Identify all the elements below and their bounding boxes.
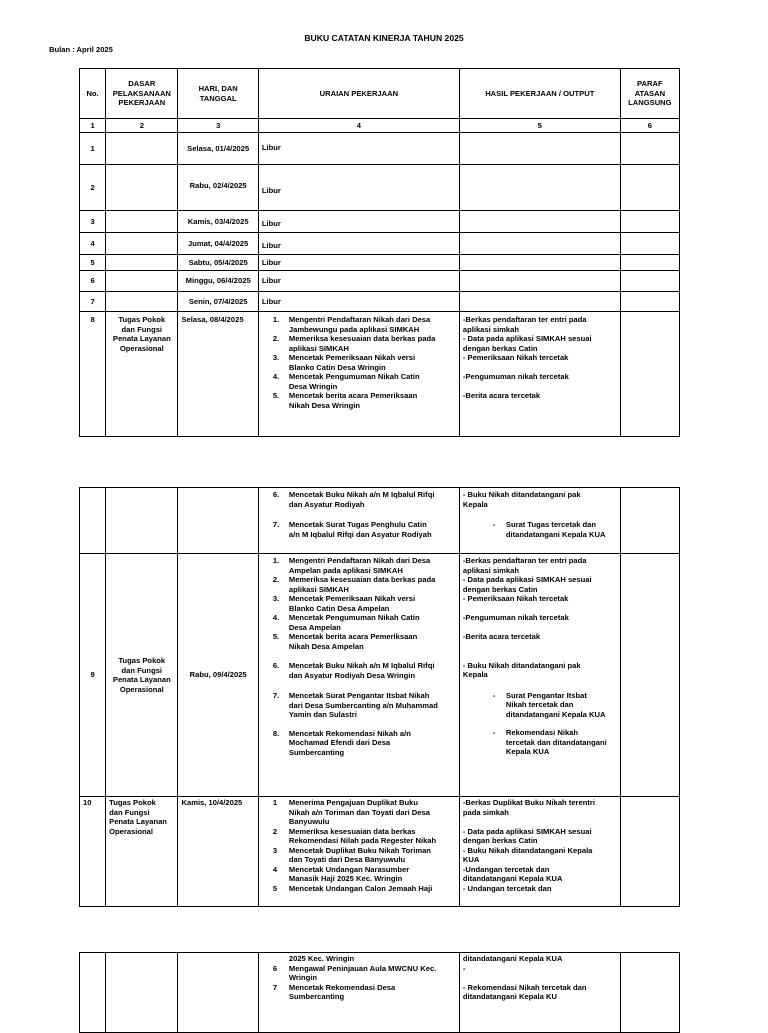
header-no: No. [80,69,106,119]
list-item: 6 Mengawal Peninjauan Aula MWCNU Kec. [272,963,437,973]
hasil-cell [459,133,620,165]
list-item: 1. Mengentri Pendaftaran Nikah dari Desa Ampelan pada aplikasi SIMKAH [272,556,431,575]
list-item: 2025 Kec. Wringin [288,954,355,963]
table-row [80,133,680,165]
document-title: BUKU CATATAN KINERJA TAHUN 2025 [304,33,464,43]
list-item: 4 Mencetak Undangan Narasumber Manasik Haji 2025 Kec. Wringin [272,864,410,883]
hasil-cell: -Berkas pendaftaran ter entri pada aplikasi simkah - Data pada aplikasi SIMKAH sesuai dengan berkas Catin - Pemeriksaan Nikah tercetak -Pengumuman nikah tercetak -Berita acara tercetak - Buku Nikah ditandatangani pak Kepala - Surat Pengantar Itsbat Nikah tercetak dan ditandatangani Kepala KUA - Rekomendasi Nikah tercetak dan ditandatangani Kepala KUA [459,554,620,797]
kinerja-table-page-3 [79,952,680,1033]
uraian-cell: Libur [258,271,459,292]
list-item: 4. Mencetak Pengumuman Nikah Catin Desa Wringin [272,372,420,391]
list-item: 5 Mencetak Undangan Calon Jemaah Haji [272,883,433,893]
table-row [80,554,680,797]
table-row [80,211,680,233]
dasar-cell [106,488,178,554]
list-item: 3. Mencetak Pemeriksaan Nikah versi Blanko Catin Desa Ampelan [272,594,416,613]
colnum: 5 [459,119,620,133]
list-item: 2. Memeriksa kesesuaian data berkas pada aplikasi SIMKAH [272,334,436,353]
colnum: 2 [106,119,178,133]
row-number: 2 [80,165,106,211]
hasil-cell: -Berkas Duplikat Buku Nikah terentri pada simkah - Data pada aplikasi SIMKAH sesuai dengan berkas Catin - Buku Nikah ditandatangani Kepala KUA -Undangan tercetak dan ditandatangani Kepala KUA - Undangan tercetak dan [459,797,620,907]
table-row [80,312,680,437]
colnum: 3 [178,119,258,133]
paraf-cell [620,255,679,271]
dasar-cell [106,165,178,211]
paraf-cell [620,133,679,165]
date-cell: Senin, 07/4/2025 [178,292,258,312]
date-cell: Sabtu, 05/4/2025 [178,255,258,271]
paraf-cell [620,312,679,437]
row-number: 10 [80,797,106,907]
date-cell [178,953,258,1033]
list-item: 2. Memeriksa kesesuaian data berkas pada aplikasi SIMKAH [272,575,436,594]
dasar-cell: Tugas Pokok dan Fungsi Penata Layanan Operasional [106,312,178,437]
hasil-cell [459,233,620,255]
month-label: Bulan : April 2025 [49,45,113,54]
uraian-cell: Libur [258,233,459,255]
paraf-cell [620,953,679,1033]
list-item: 5. Mencetak berita acara Pemeriksaan Nikah Desa Wringin [272,391,418,410]
table-row [80,953,680,1033]
header-hari: HARI, DAN TANGGAL [178,69,258,119]
list-item: 8. Mencetak Rekomendasi Nikah a/n Mochamad Efendi dari Desa Sumbercanting [272,728,411,757]
dasar-cell [106,211,178,233]
uraian-cell [258,797,459,907]
table-row [80,255,680,271]
uraian-cell: Libur [258,165,459,211]
paraf-cell [620,488,679,554]
dasar-cell [106,233,178,255]
paraf-cell [620,797,679,907]
kinerja-table-page-1 [79,68,680,437]
row-number: 5 [80,255,106,271]
dasar-cell [106,292,178,312]
paraf-cell [620,292,679,312]
date-cell: Rabu, 09/4/2025 [178,554,258,797]
dasar-cell: Tugas Pokok dan Fungsi Penata Layanan Operasional [106,554,178,797]
table-row [80,165,680,211]
colnum: 4 [258,119,459,133]
paraf-cell [620,554,679,797]
hasil-cell [459,255,620,271]
list-item: 1. Mengentri Pendaftaran Nikah dari Desa Jambewungu pada aplikasi SIMKAH [272,315,431,334]
date-cell: Kamis, 03/4/2025 [178,211,258,233]
hasil-cell: - Buku Nikah ditandatangani pak Kepala - Surat Tugas tercetak dan ditandatangani Kepala KUA [459,488,620,554]
header-paraf: PARAF ATASAN LANGSUNG [620,69,679,119]
dasar-cell [106,271,178,292]
row-number: 7 [80,292,106,312]
colnum: 6 [620,119,679,133]
date-cell: Rabu, 02/4/2025 [178,165,258,211]
dasar-cell: Tugas Pokok dan Fungsi Penata Layanan Operasional [106,797,178,907]
list-item: 7 Mencetak Rekomendasi Desa [272,982,396,992]
hasil-cell [459,165,620,211]
list-item: 6. Mencetak Buku Nikah a/n M Iqbalul Rifqi dan Asyatur Rodiyah Desa Wringin [272,661,435,680]
uraian-cell [258,488,459,554]
header-hasil: HASIL PEKERJAAN / OUTPUT [459,69,620,119]
hasil-cell: ditandatangani Kepala KUA - - Rekomendasi Nikah tercetak dan ditandatangani Kepala KU [459,953,620,1033]
kinerja-table-page-2 [79,487,680,907]
list-item: Wringin [288,973,317,982]
date-cell: Kamis, 10/4/2025 [178,797,258,907]
row-number [80,953,106,1033]
list-item: 7. Mencetak Surat Tugas Penghulu Catin a/n M Iqbalul Rifqi dan Asyatur Rodiyah [272,520,432,539]
hasil-cell [459,292,620,312]
list-item: 7. Mencetak Surat Pengantar Itsbat Nikah dari Desa Sumbercanting a/n Muhammad Yamin dan Sulastri [272,691,438,719]
uraian-cell: Libur [258,292,459,312]
paraf-cell [620,211,679,233]
column-number-row [80,119,680,133]
list-item: 4. Mencetak Pengumuman Nikah Catin Desa Ampelan [272,613,420,632]
date-cell [178,488,258,554]
row-number [80,488,106,554]
uraian-cell: Libur [258,255,459,271]
hasil-cell: -Berkas pendaftaran ter entri pada aplikasi simkah - Data pada aplikasi SIMKAH sesuai dengan berkas Catin - Pemeriksaan Nikah tercetak -Pengumuman nikah tercetak -Berita acara tercetak [459,312,620,437]
header-row [80,69,680,119]
header-uraian: URAIAN PEKERJAAN [258,69,459,119]
list-item: 3. Mencetak Pemeriksaan Nikah versi Blanko Catin Desa Wringin [272,353,416,372]
list-item: 1 Menerima Pengajuan Duplikat Buku Nikah a/n Toriman dan Toyati dari Desa Banyuwulu [272,798,430,826]
date-cell: Jumat, 04/4/2025 [178,233,258,255]
date-cell: Selasa, 08/4/2025 [178,312,258,437]
table-row [80,233,680,255]
uraian-cell [258,312,459,437]
table-row [80,488,680,554]
paraf-cell [620,165,679,211]
uraian-cell [258,953,459,1033]
hasil-cell [459,271,620,292]
uraian-cell: Libur [258,211,459,233]
row-number: 1 [80,133,106,165]
dasar-cell [106,255,178,271]
paraf-cell [620,271,679,292]
row-number: 4 [80,233,106,255]
table-row [80,797,680,907]
hasil-cell [459,211,620,233]
uraian-cell: Libur [258,133,459,165]
row-number: 3 [80,211,106,233]
row-number: 9 [80,554,106,797]
date-cell: Selasa, 01/4/2025 [178,133,258,165]
uraian-cell [258,554,459,797]
dasar-cell [106,953,178,1033]
list-item: 2 Memeriksa kesesuaian data berkas Rekomendasi Nilah pada Regester Nikah [272,826,437,845]
paraf-cell [620,233,679,255]
table-row [80,292,680,312]
list-item: 5. Mencetak berita acara Pemeriksaan Nikah Desa Ampelan [272,632,418,651]
row-number: 8 [80,312,106,437]
list-item: Sumbercanting [288,992,345,1001]
dasar-cell [106,133,178,165]
header-dasar: DASAR PELAKSANAAN PEKERJAAN [106,69,178,119]
table-row [80,271,680,292]
row-number: 6 [80,271,106,292]
list-item: 6. Mencetak Buku Nikah a/n M Iqbalul Rifqi dan Asyatur Rodiyah [272,490,435,509]
colnum: 1 [80,119,106,133]
list-item: 3 Mencetak Duplikat Buku Nikah Toriman dan Toyati dari Desa Banyuwulu [272,845,431,864]
date-cell: Minggu, 06/4/2025 [178,271,258,292]
